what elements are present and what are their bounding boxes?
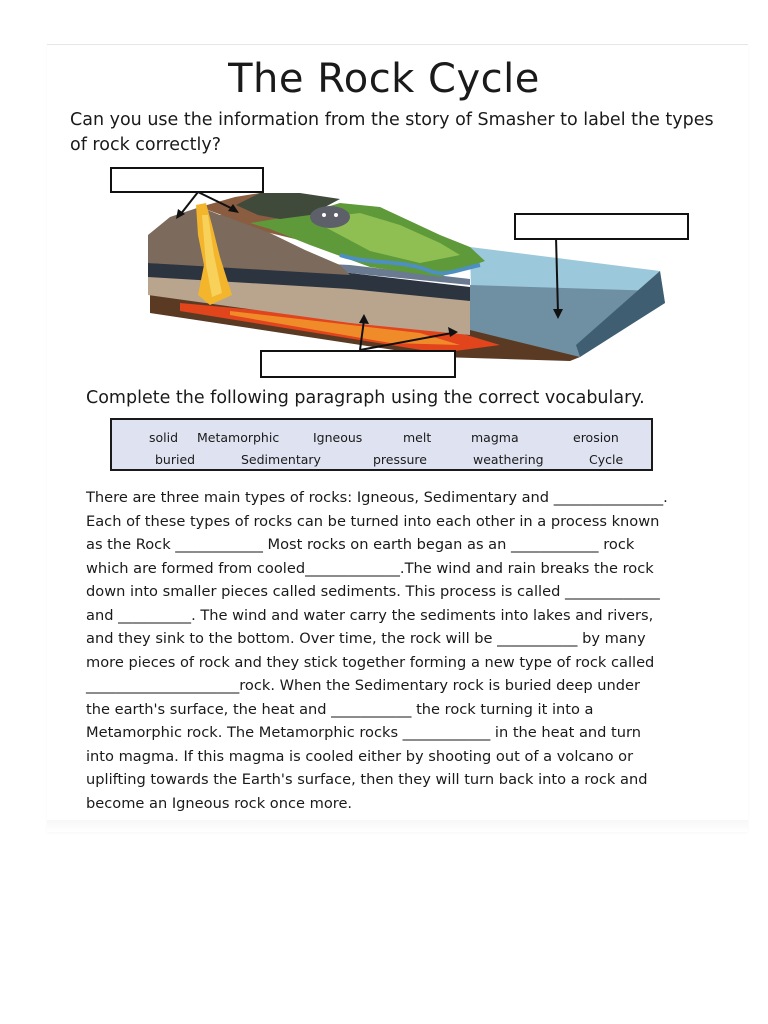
- instruction-text: Complete the following paragraph using the correct vocabulary.: [86, 388, 645, 408]
- label-box-sedimentary[interactable]: [514, 213, 689, 240]
- paragraph-line: become an Igneous rock once more.: [86, 794, 353, 812]
- label-box-metamorphic[interactable]: [260, 350, 456, 378]
- paragraph-line: uplifting towards the Earth's surface, then they will turn back into a rock and: [86, 771, 648, 788]
- word-melt: melt: [403, 430, 432, 445]
- word-weathering: weathering: [473, 452, 544, 467]
- fill-in-paragraph: [86, 486, 726, 815]
- smasher-eye-left: [322, 213, 326, 217]
- word-erosion: erosion: [573, 430, 619, 445]
- word-bank: [110, 418, 653, 471]
- paragraph-line: and they sink to the bottom. Over time, the rock will be ___________ by many: [86, 630, 646, 647]
- word-buried: buried: [155, 452, 196, 467]
- paragraph-line: _____________________rock. When the Sedimentary rock is buried deep under: [86, 677, 641, 694]
- paragraph-line: which are formed from cooled_____________.The wind and rain breaks the rock: [86, 559, 654, 577]
- word-sedimentary: Sedimentary: [241, 452, 321, 467]
- paragraph-line: There are three main types of rocks: Igneous, Sedimentary and _______________.: [86, 489, 668, 506]
- paragraph-line: down into smaller pieces called sediments. This process is called _____________: [86, 583, 660, 600]
- page-shadow: [47, 820, 748, 832]
- page-title: The Rock Cycle: [228, 56, 540, 102]
- label-box-igneous[interactable]: [110, 167, 264, 193]
- paragraph-line: more pieces of rock and they stick together forming a new type of rock called: [86, 653, 655, 671]
- paragraph-line: into magma. If this magma is cooled either by shooting out of a volcano or: [86, 747, 634, 765]
- word-cycle: Cycle: [589, 452, 624, 467]
- word-solid: solid: [149, 430, 179, 445]
- word-magma: magma: [471, 430, 519, 445]
- question-text: Can you use the information from the story of Smasher to label the types of rock correctly?: [70, 110, 714, 155]
- word-pressure: pressure: [373, 452, 427, 467]
- smasher-eye-right: [334, 213, 338, 217]
- paragraph-line: the earth's surface, the heat and ___________ the rock turning it into a: [86, 700, 594, 718]
- word-igneous: Igneous: [313, 430, 363, 445]
- paragraph-line: as the Rock ____________ Most rocks on earth began as an ____________ rock: [86, 536, 635, 553]
- paragraph-line: Each of these types of rocks can be turned into each other in a process known: [86, 512, 660, 530]
- word-metamorphic: Metamorphic: [197, 430, 280, 445]
- rock-cycle-diagram: [140, 185, 670, 365]
- smasher-character: [310, 206, 350, 228]
- paragraph-line: and __________. The wind and water carry the sediments into lakes and rivers,: [86, 606, 654, 624]
- paragraph-line: Metamorphic rock. The Metamorphic rocks ____________ in the heat and turn: [86, 724, 642, 741]
